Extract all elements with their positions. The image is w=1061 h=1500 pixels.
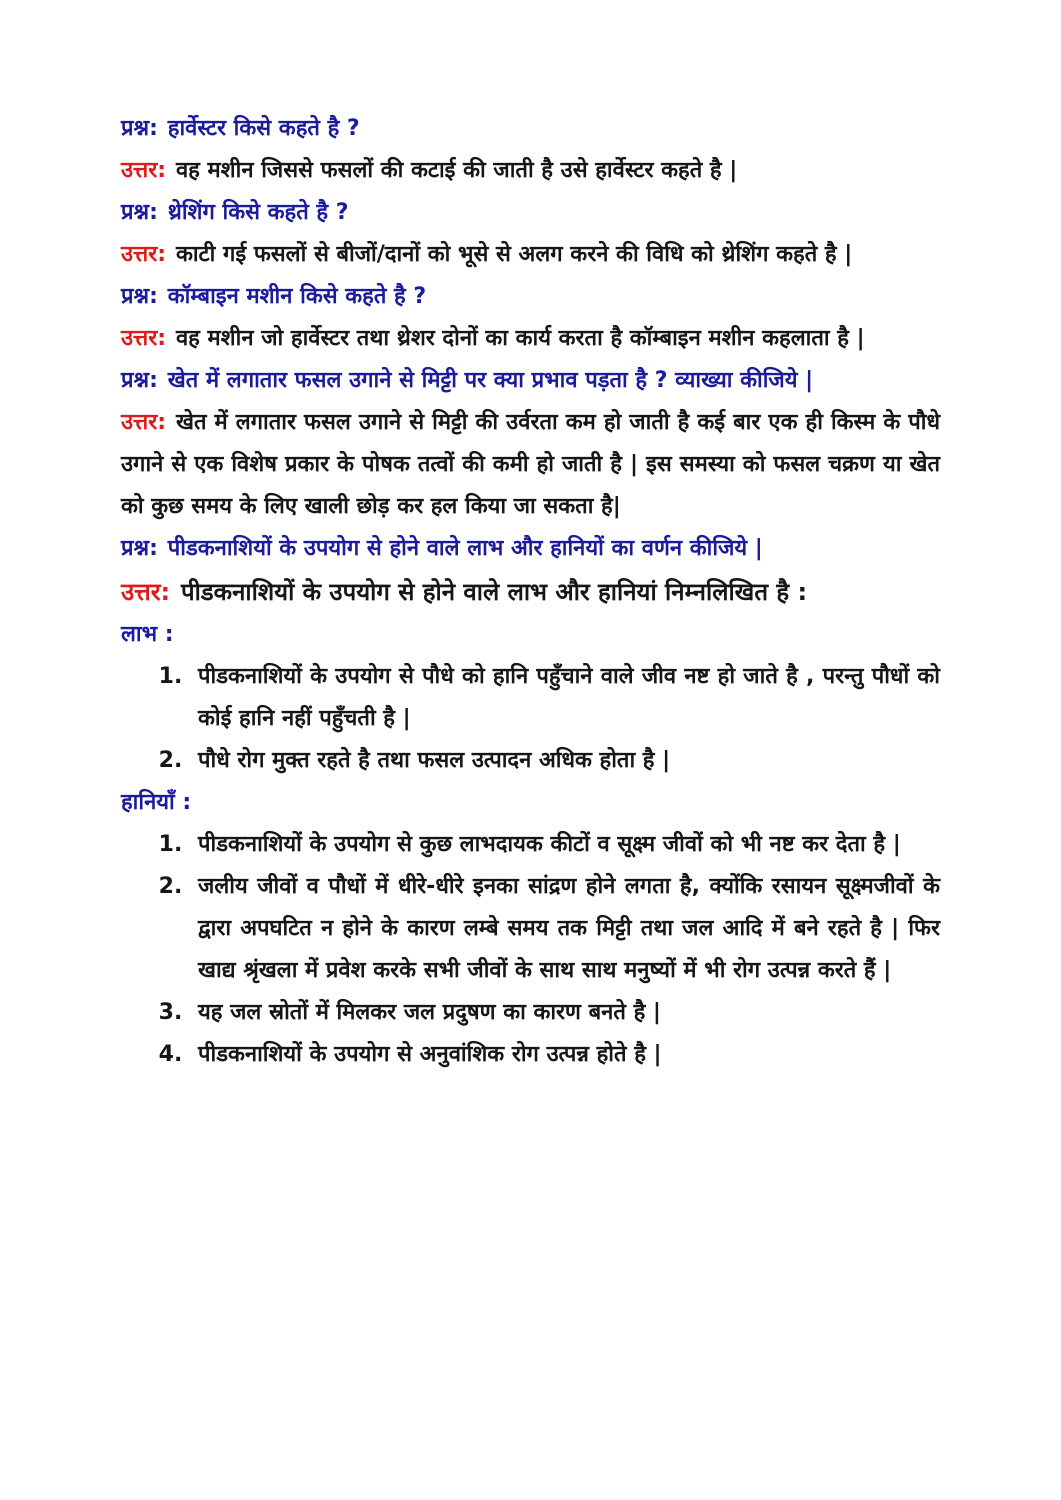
benefits-heading: लाभ : [121, 622, 174, 647]
list-item: 1. पीडकनाशियों के उपयोग से पौधे को हानि पहुँचाने वाले जीव नष्ट हो जाते है , परन्तु पौधों को कोई हानि नहीं पहुँचती है | [190, 656, 940, 740]
question-text: हार्वेस्टर किसे कहते है ? [167, 116, 360, 141]
qa-block-harvester [121, 108, 940, 192]
qa-block-threshing [121, 192, 940, 276]
question-label: प्रश्न: [121, 284, 158, 309]
question-label: प्रश्न: [121, 200, 158, 225]
answer-line [121, 234, 940, 276]
question-line [121, 276, 940, 318]
answer-label: उत्तर: [121, 158, 167, 183]
qa-block-combine [121, 276, 940, 360]
harms-heading: हानियाँ : [121, 790, 192, 815]
answer-text: वह मशीन जिससे फसलों की कटाई की जाती है उसे हार्वेस्टर कहते है | [175, 158, 738, 183]
question-text: पीडकनाशियों के उपयोग से होने वाले लाभ और हानियों का वर्णन कीजिये | [167, 536, 763, 561]
benefits-list [121, 656, 940, 782]
answer-text: काटी गई फसलों से बीजों/दानों को भूसे से अलग करने की विधि को थ्रेशिंग कहते है | [175, 242, 853, 267]
question-text: थ्रेशिंग किसे कहते है ? [167, 200, 349, 225]
answer-line [121, 570, 940, 614]
question-line [121, 528, 940, 570]
answer-label: उत्तर: [121, 410, 167, 435]
question-label: प्रश्न: [121, 368, 158, 393]
answer-text: पीडकनाशियों के उपयोग से होने वाले लाभ और हानियां निम्नलिखित है : [180, 578, 808, 606]
question-line [121, 192, 940, 234]
question-label: प्रश्न: [121, 536, 158, 561]
answer-text: वह मशीन जो हार्वेस्टर तथा थ्रेशर दोनों का कार्य करता है कॉम्बाइन मशीन कहलाता है | [175, 326, 865, 351]
answer-label: उत्तर: [121, 242, 167, 267]
list-item: 4. पीडकनाशियों के उपयोग से अनुवांशिक रोग उत्पन्न होते है | [190, 1034, 940, 1076]
answer-line [121, 150, 940, 192]
question-line [121, 108, 940, 150]
qa-block-pesticides [121, 528, 940, 614]
question-label: प्रश्न: [121, 116, 158, 141]
question-text: खेत में लगातार फसल उगाने से मिट्टी पर क्या प्रभाव पड़ता है ? व्याख्या कीजिये | [167, 368, 814, 393]
question-line [121, 360, 940, 402]
answer-line [121, 318, 940, 360]
answer-label: उत्तर: [121, 578, 171, 606]
answer-text: खेत में लगातार फसल उगाने से मिट्टी की उर्वरता कम हो जाती है कई बार एक ही किस्म के पौधे उगाने से एक विशेष प्रकार के पोषक तत्वों की कमी हो जाती है | इस समस्या को फसल चक्रण या खेत को कुछ समय के लिए खाली छोड़ कर हल किया जा सकता है| [121, 410, 940, 519]
answer-label: उत्तर: [121, 326, 167, 351]
question-text: कॉम्बाइन मशीन किसे कहते है ? [167, 284, 427, 309]
list-item: 1. पीडकनाशियों के उपयोग से कुछ लाभदायक कीटों व सूक्ष्म जीवों को भी नष्ट कर देता है | [190, 824, 940, 866]
answer-line [121, 402, 940, 528]
list-item: 2. जलीय जीवों व पौधों में धीरे-धीरे इनका सांद्रण होने लगता है, क्योंकि रसायन सूक्ष्मजीवों के द्वारा अपघटित न होने के कारण लम्बे समय तक मिट्टी तथा जल आदि में बने रहते है | फिर खाद्य श्रृंखला में प्रवेश करके सभी जीवों के साथ साथ मनुष्यों में भी रोग उत्पन्न करते हैं | [190, 866, 940, 992]
harms-list [121, 824, 940, 1076]
list-item: 3. यह जल स्रोतों में मिलकर जल प्रदुषण का कारण बनते है | [190, 992, 940, 1034]
list-item: 2. पौधे रोग मुक्त रहते है तथा फसल उत्पादन अधिक होता है | [190, 740, 940, 782]
qa-block-soil-effect [121, 360, 940, 528]
